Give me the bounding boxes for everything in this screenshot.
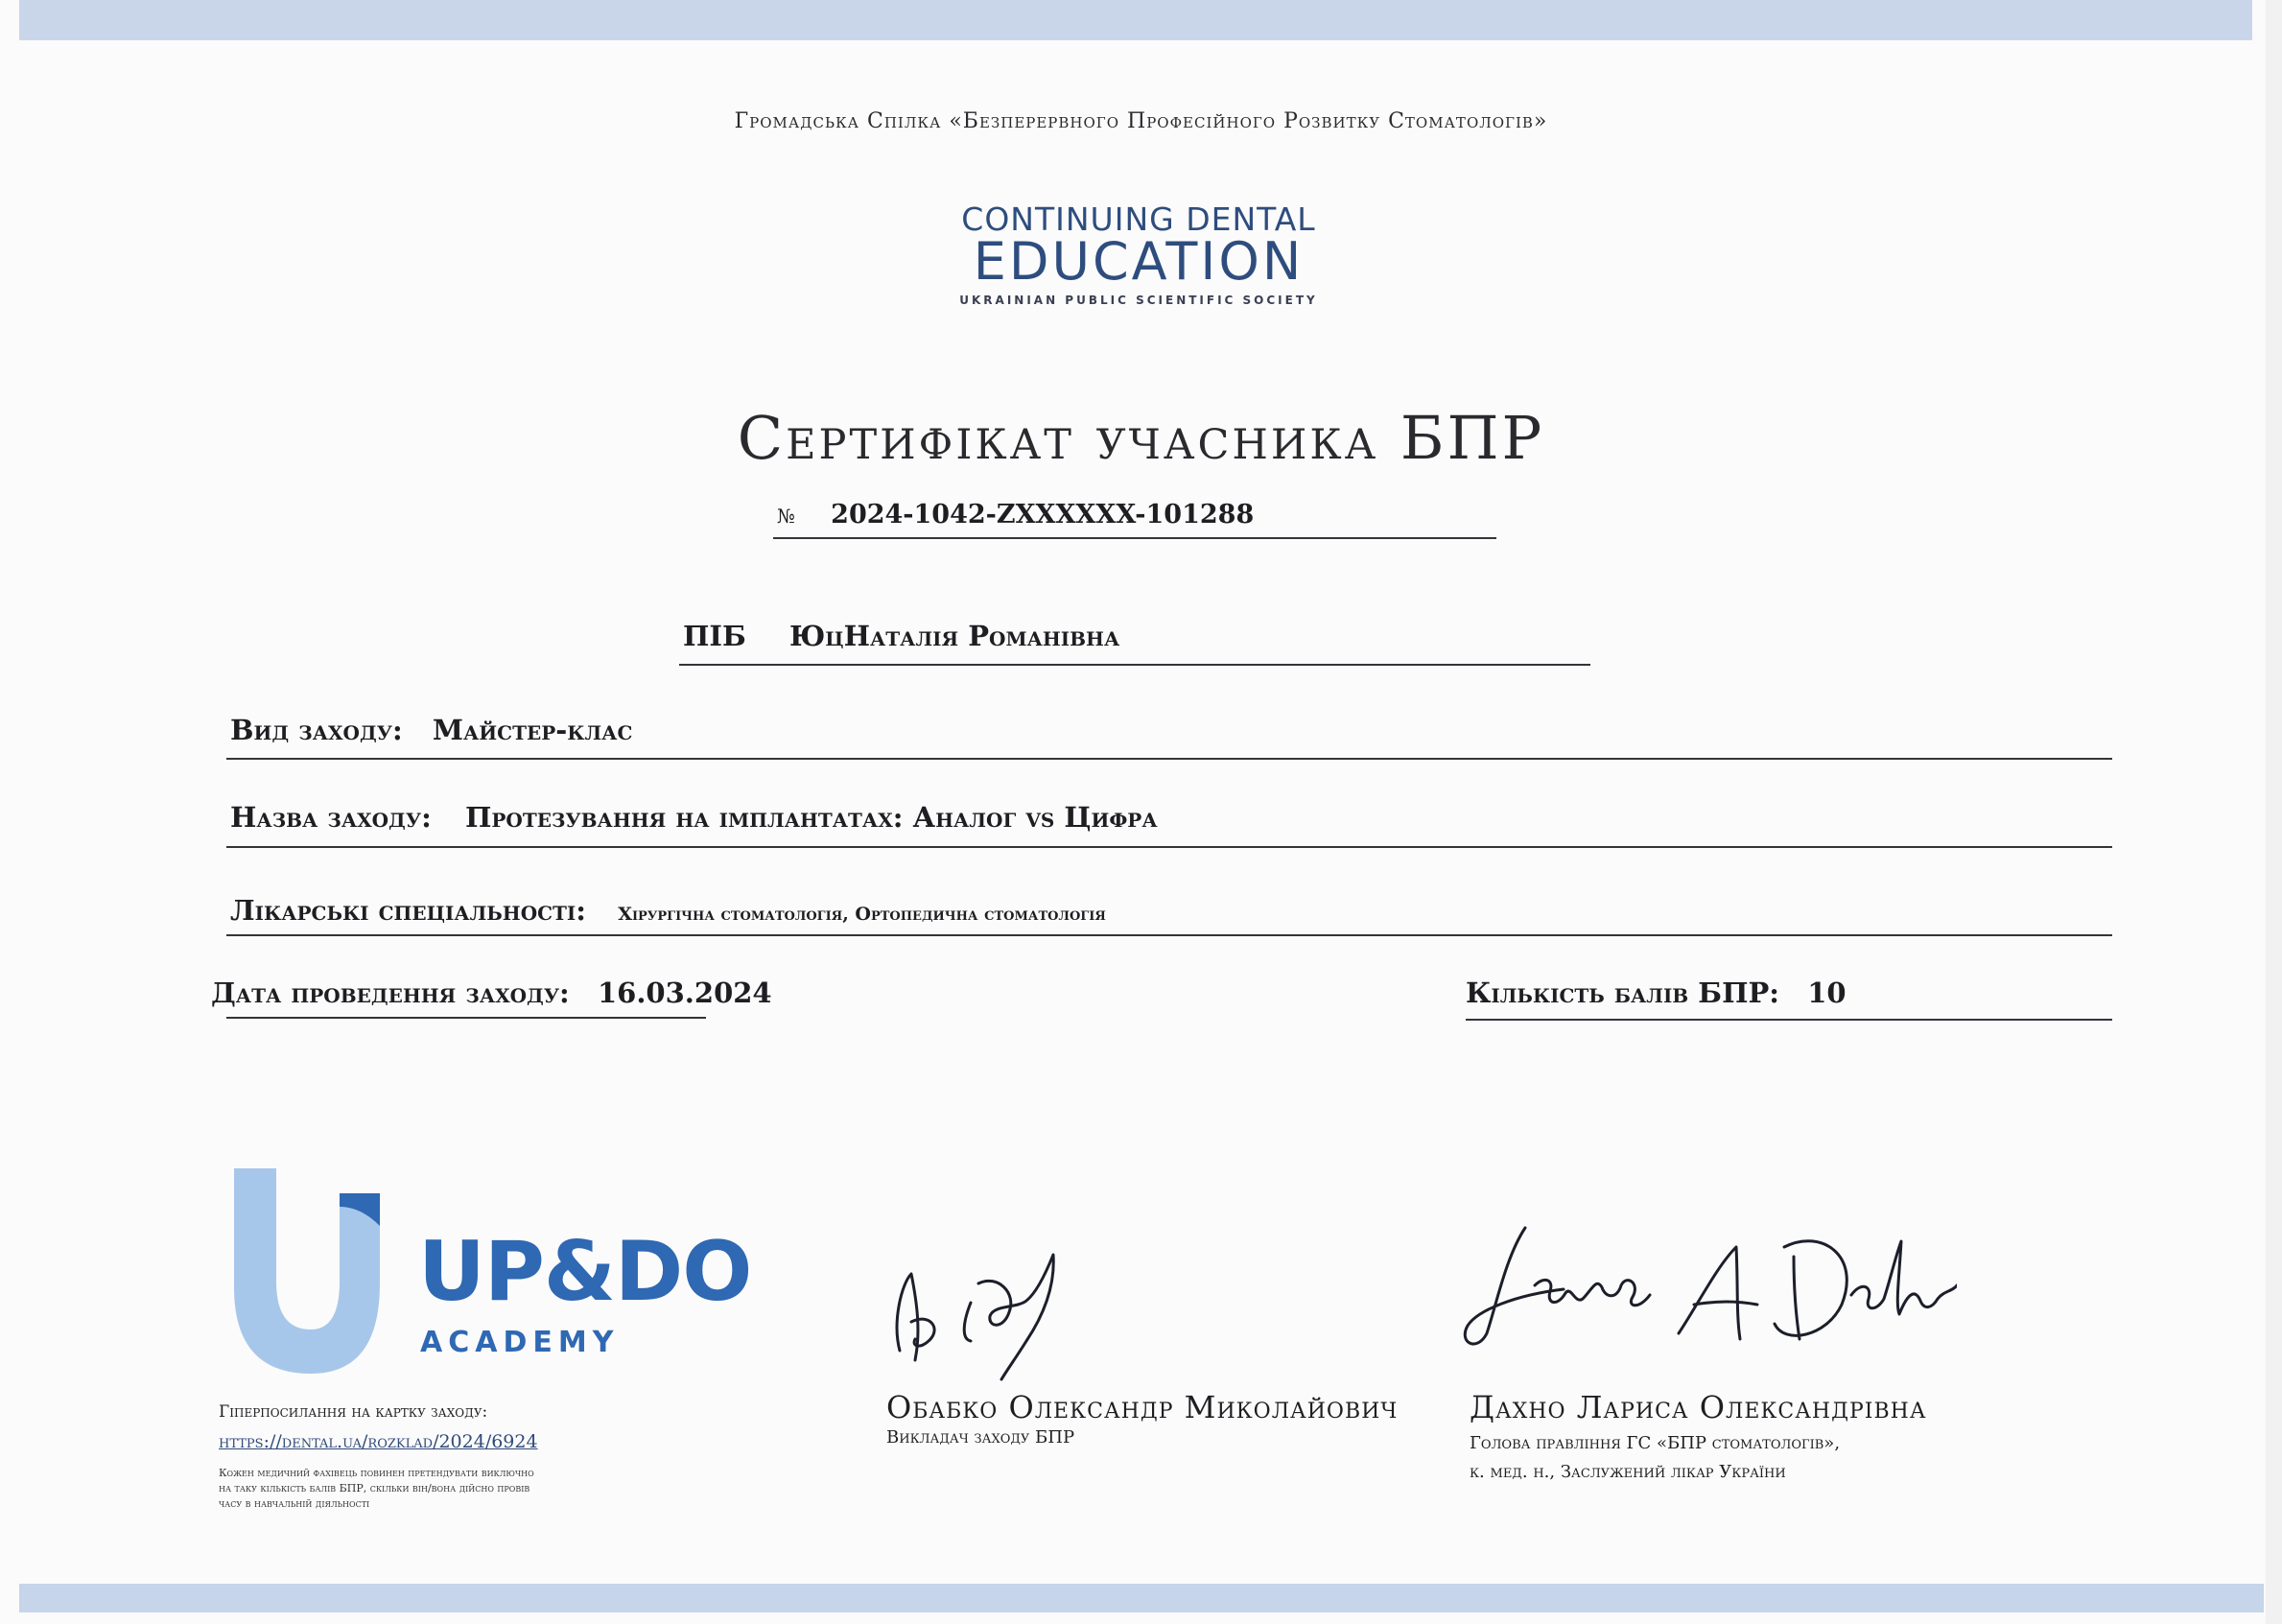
disclaimer-line: на таку кількість балів БПР, скільки він/вона дійсно провів xyxy=(219,1482,530,1495)
event-type-underline xyxy=(226,758,2112,760)
signer2-role-line2: к. мед. н., Заслужений лікар України xyxy=(1470,1462,1786,1482)
name-label: ПІБ xyxy=(683,620,746,652)
certificate-number-row xyxy=(777,497,1254,530)
up-do-logo-mark xyxy=(226,1168,389,1379)
date-underline xyxy=(226,1017,706,1019)
points-row xyxy=(1466,977,1847,1009)
signer2-name: Дахно Лариса Олександрівна xyxy=(1470,1389,1927,1425)
disclaimer xyxy=(219,1466,534,1512)
cde-logo-line3: UKRAINIAN PUBLIC SCIENTIFIC SOCIETY xyxy=(959,294,1318,307)
event-name-underline xyxy=(226,846,2112,848)
cde-logo xyxy=(942,200,1335,307)
event-name-row xyxy=(230,801,1158,834)
up-do-logo-text: UP&DO xyxy=(418,1224,752,1320)
name-underline xyxy=(679,664,1590,666)
u-shape-icon xyxy=(226,1168,389,1379)
number-label: № xyxy=(777,505,795,528)
top-border-band xyxy=(19,0,2252,40)
event-type-label: Вид заходу: xyxy=(230,714,403,746)
disclaimer-line: Кожен медичний фахівець повинен претендувати виключно xyxy=(219,1467,534,1479)
event-name-label: Назва заходу: xyxy=(230,801,432,834)
signature-2 xyxy=(1458,1218,1957,1353)
number-value: 2024-1042-ZXXXXXX-101288 xyxy=(831,500,1255,530)
specialties-underline xyxy=(226,934,2112,936)
name-value: ЮцНаталія Романівна xyxy=(788,620,1120,652)
event-type-row xyxy=(230,714,632,746)
points-value: 10 xyxy=(1807,977,1847,1009)
event-link[interactable]: https://dental.ua/rozklad/2024/6924 xyxy=(219,1431,538,1452)
specialties-label: Лікарські спеціальності: xyxy=(230,894,586,927)
signature-1 xyxy=(882,1216,1113,1389)
disclaimer-line: часу в навчальній діяльності xyxy=(219,1497,370,1510)
points-label: Кількість балів БПР: xyxy=(1466,977,1779,1009)
cde-logo-line2: EDUCATION xyxy=(973,231,1305,292)
up-do-academy-text: ACADEMY xyxy=(420,1326,620,1359)
specialties-value: Хірургічна стоматологія, Ортопедична стоматологія xyxy=(618,904,1106,925)
name-row xyxy=(683,620,1119,652)
bottom-border-band xyxy=(19,1584,2264,1612)
date-row xyxy=(211,977,772,1009)
event-name-value: Протезування на імплантатах: Аналог vs Цифра xyxy=(465,801,1158,834)
specialties-row xyxy=(230,894,1106,927)
date-value: 16.03.2024 xyxy=(597,977,772,1009)
event-type-value: Майстер-клас xyxy=(432,714,633,746)
right-edge xyxy=(2266,0,2282,1624)
signer1-name: Обабко Олександр Миколайович xyxy=(886,1389,1399,1425)
cde-logo-line1: CONTINUING DENTAL xyxy=(961,200,1316,238)
link-label: Гіперпосилання на картку заходу: xyxy=(219,1402,488,1422)
points-underline xyxy=(1466,1019,2112,1021)
certificate-title: Сертифікат учасника БПР xyxy=(737,403,1545,473)
date-label: Дата проведення заходу: xyxy=(211,977,570,1009)
signer1-role: Викладач заходу БПР xyxy=(886,1427,1075,1447)
number-underline xyxy=(773,537,1496,539)
organization-name: Громадська Спілка «Безперервного Професійного Розвитку Стоматологів» xyxy=(734,109,1548,133)
signer2-role-line1: Голова правління ГС «БПР стоматологів», xyxy=(1470,1433,1841,1453)
